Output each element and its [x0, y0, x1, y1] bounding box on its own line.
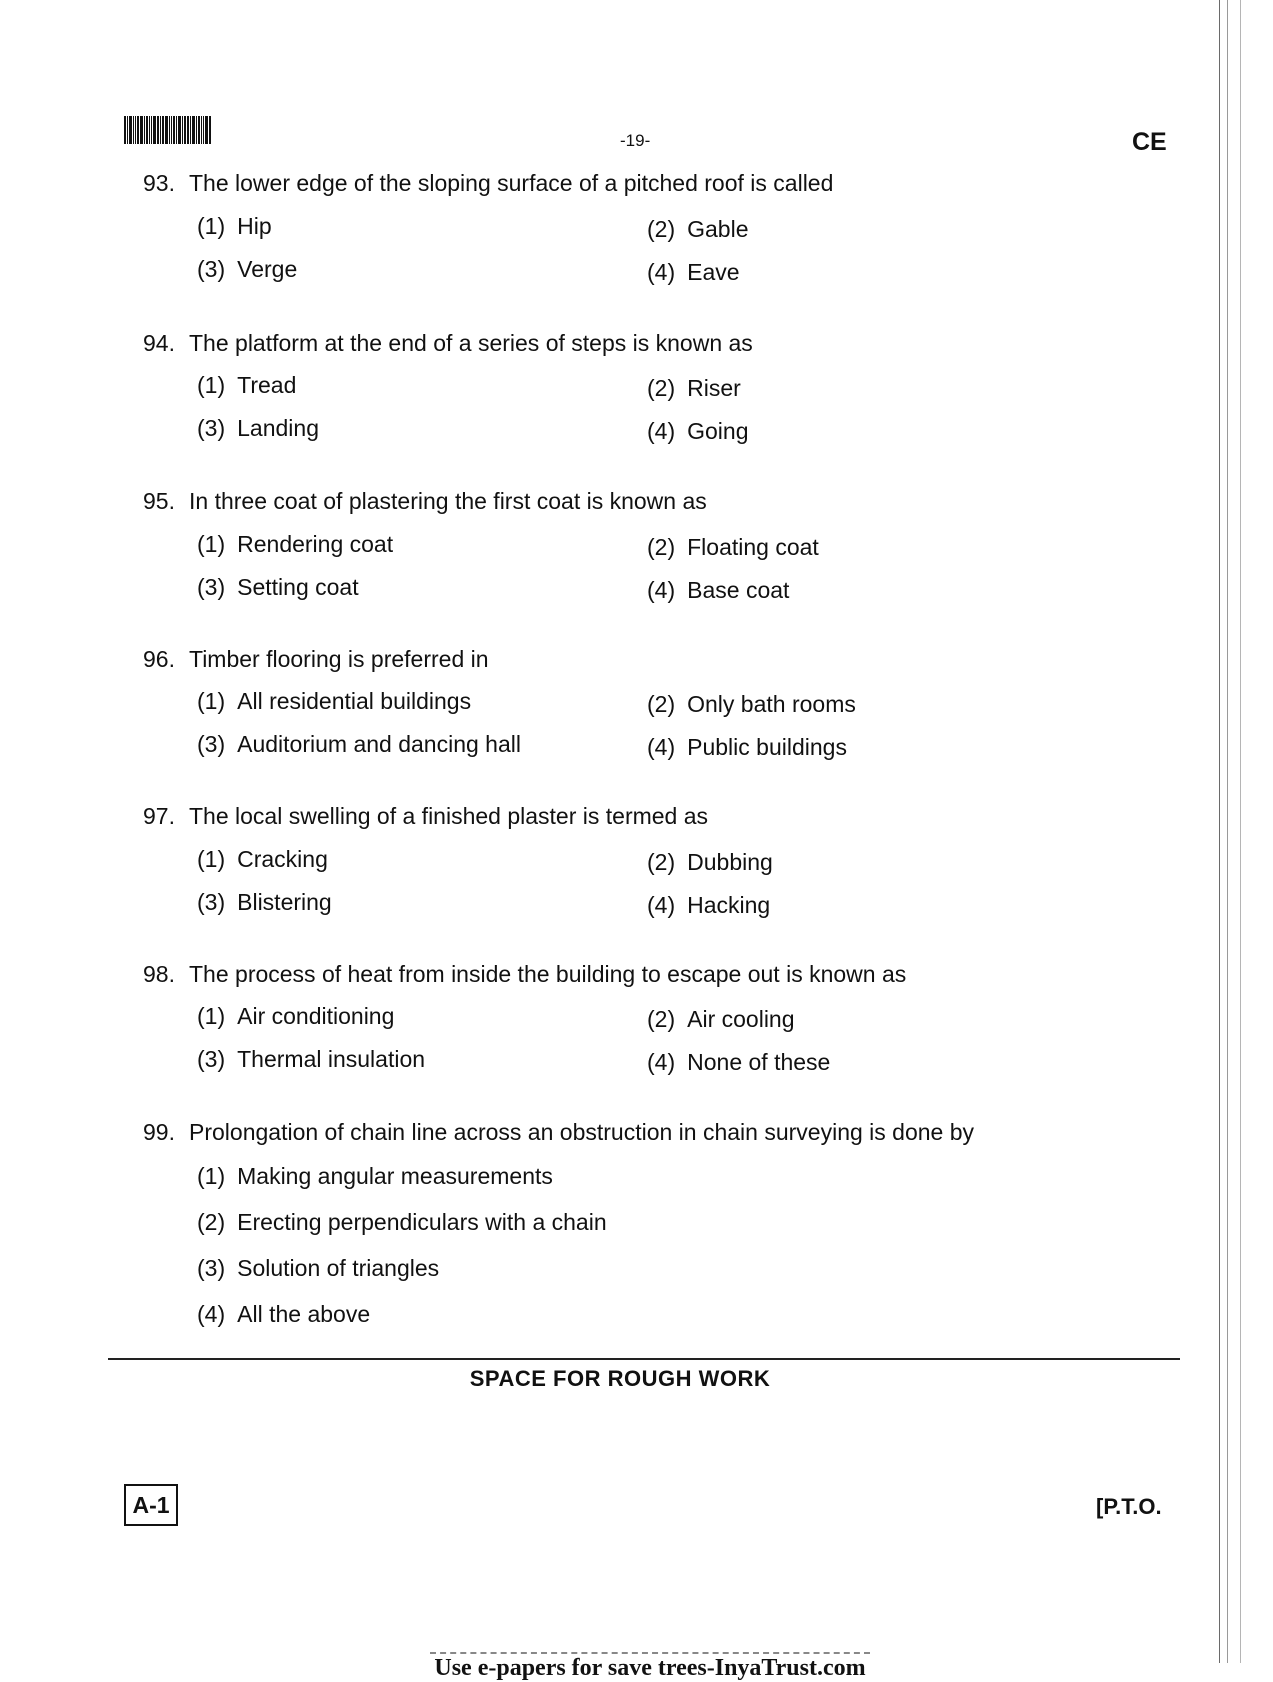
barcode-bar	[149, 116, 150, 144]
barcode-bar	[135, 116, 136, 144]
question-text: Timber flooring is preferred in	[189, 646, 489, 672]
barcode-icon	[124, 116, 212, 144]
question-96	[143, 646, 489, 673]
barcode-bar	[176, 116, 177, 144]
question-number: 95.	[143, 488, 175, 514]
binding-edge-line	[1227, 0, 1228, 1663]
option: (2) Dubbing	[647, 849, 773, 875]
barcode-bar	[127, 116, 128, 144]
option: (3) Landing	[197, 415, 319, 441]
barcode-bar	[190, 116, 191, 144]
option: (1) Cracking	[197, 846, 328, 872]
barcode-bar	[124, 116, 126, 144]
barcode-bar	[171, 116, 172, 144]
option: (1) Air conditioning	[197, 1003, 395, 1029]
barcode-bar	[165, 116, 168, 144]
rough-work-label: SPACE FOR ROUGH WORK	[469, 1366, 771, 1391]
question-text: The platform at the end of a series of steps is known as	[189, 330, 753, 356]
option: (1) All residential buildings	[197, 688, 472, 714]
question-number: 99.	[143, 1119, 175, 1145]
barcode-bar	[151, 116, 152, 144]
barcode-bar	[160, 116, 161, 144]
option: (2) Air cooling	[647, 1006, 795, 1032]
barcode-bar	[198, 116, 200, 144]
barcode-bar	[133, 116, 134, 144]
barcode-bar	[196, 116, 197, 144]
option: (2) Riser	[647, 375, 741, 401]
barcode-bar	[178, 116, 181, 144]
divider-line	[108, 1358, 1180, 1360]
option: (3) Auditorium and dancing hall	[197, 731, 521, 757]
barcode-bar	[184, 116, 186, 144]
question-98	[143, 961, 906, 988]
barcode-bar	[192, 116, 195, 144]
barcode-bar	[137, 116, 139, 144]
option: (3) Solution of triangles	[197, 1255, 440, 1281]
binding-edge-line	[1240, 0, 1241, 1663]
question-99	[143, 1119, 974, 1146]
question-number: 94.	[143, 330, 175, 356]
option: (3) Thermal insulation	[197, 1046, 426, 1072]
question-number: 96.	[143, 646, 175, 672]
option: (4) Public buildings	[647, 734, 847, 760]
pto-label: [P.T.O.	[1096, 1494, 1162, 1519]
option: (4) Hacking	[647, 892, 771, 918]
page-number: -19-	[620, 131, 651, 150]
option: (2) Floating coat	[647, 534, 819, 560]
option: (2) Gable	[647, 216, 749, 242]
barcode-bar	[201, 116, 202, 144]
paper-code: CE	[1132, 128, 1167, 156]
question-95	[143, 488, 707, 515]
barcode-bar	[129, 116, 132, 144]
barcode-bar	[157, 116, 159, 144]
option: (3) Verge	[197, 256, 298, 282]
option: (4) Base coat	[647, 577, 790, 603]
option: (3) Blistering	[197, 889, 332, 915]
option: (4) Going	[647, 418, 749, 444]
barcode-bar	[209, 116, 211, 144]
question-text: The process of heat from inside the building to escape out is known as	[189, 961, 907, 987]
series-box: A-1	[124, 1484, 178, 1526]
barcode-bar	[162, 116, 164, 144]
question-text: The local swelling of a finished plaster is termed as	[189, 803, 709, 829]
question-97	[143, 803, 708, 830]
barcode-bar	[140, 116, 143, 144]
question-number: 97.	[143, 803, 175, 829]
option: (2) Only bath rooms	[647, 691, 856, 717]
option: (1) Rendering coat	[197, 531, 394, 557]
question-text: In three coat of plastering the first coat is known as	[189, 488, 707, 514]
option: (4) All the above	[197, 1301, 371, 1327]
barcode-bar	[203, 116, 204, 144]
question-93	[143, 170, 833, 197]
option: (1) Hip	[197, 213, 272, 239]
question-number: 98.	[143, 961, 175, 987]
option: (1) Tread	[197, 372, 297, 398]
barcode-bar	[205, 116, 208, 144]
barcode-bar	[146, 116, 148, 144]
question-94	[143, 330, 753, 357]
option: (1) Making angular measurements	[197, 1163, 553, 1189]
barcode-bar	[187, 116, 189, 144]
barcode-bar	[173, 116, 175, 144]
binding-edge-line	[1219, 0, 1220, 1663]
question-text: Prolongation of chain line across an obstruction in chain surveying is done by	[189, 1119, 975, 1145]
option: (4) Eave	[647, 259, 740, 285]
question-number: 93.	[143, 170, 175, 196]
barcode-bar	[182, 116, 183, 144]
barcode-bar	[169, 116, 170, 144]
option: (3) Setting coat	[197, 574, 359, 600]
barcode-bar	[153, 116, 156, 144]
question-text: The lower edge of the sloping surface of a pitched roof is called	[189, 170, 834, 196]
option: (2) Erecting perpendiculars with a chain	[197, 1209, 607, 1235]
option: (4) None of these	[647, 1049, 831, 1075]
barcode-bar	[144, 116, 145, 144]
footer-text: Use e-papers for save trees-InyaTrust.com	[434, 1655, 866, 1681]
